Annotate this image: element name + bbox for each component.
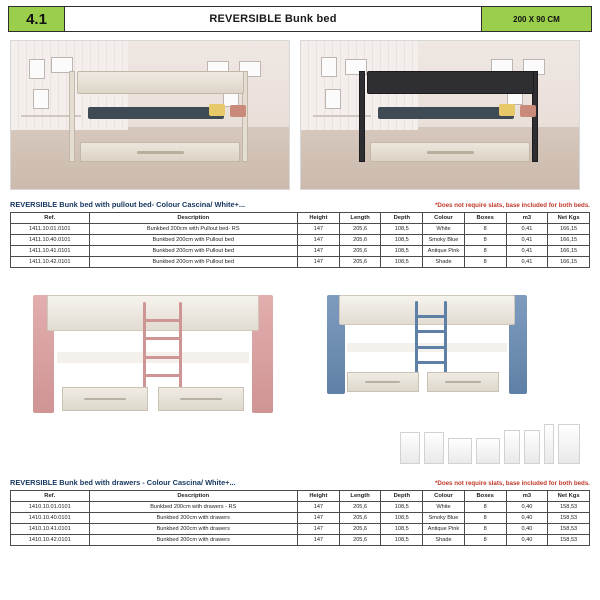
cell-description: Bunkbed 200cm with drawers - RS — [89, 502, 298, 513]
ladder — [143, 302, 181, 394]
cell-colour: Smoky Blue — [423, 513, 465, 524]
table-row — [11, 257, 590, 268]
cell-net-kgs: 158,53 — [548, 535, 590, 546]
cell-m3: 0,41 — [506, 224, 548, 235]
cell-depth: 108,5 — [381, 257, 423, 268]
bunk-bed-render — [33, 295, 273, 413]
cell-colour: White — [423, 502, 465, 513]
col-description: Description — [89, 213, 298, 224]
spec-table-drawers — [10, 490, 590, 546]
cell-description: Bunkbed 200cm with Pullout bed — [89, 257, 298, 268]
swatch-panel-4 — [476, 438, 500, 464]
cell-colour: Shade — [423, 535, 465, 546]
cell-depth: 108,5 — [381, 246, 423, 257]
swatch-panel-3 — [448, 438, 472, 464]
swatch-panel-5 — [504, 430, 520, 464]
cell-boxes: 8 — [464, 513, 506, 524]
cell-ref: 1410.10.01.0101 — [11, 502, 90, 513]
mattress — [88, 107, 224, 119]
bunk-bed-illustration — [61, 71, 256, 163]
table-row — [11, 224, 590, 235]
cell-net-kgs: 166,15 — [548, 257, 590, 268]
swatch-panel-1 — [400, 432, 420, 464]
cell-description: Bunkbed 200cm with Pullout bed- RS — [89, 224, 298, 235]
cell-ref: 1410.10.40.0101 — [11, 513, 90, 524]
col-m3: m3 — [506, 491, 548, 502]
cell-depth: 108,5 — [381, 235, 423, 246]
ladder-rung — [415, 361, 447, 364]
page-title: REVERSIBLE Bunk bed — [209, 13, 337, 25]
cell-ref: 1410.10.42.0101 — [11, 535, 90, 546]
cell-m3: 0,40 — [506, 524, 548, 535]
ladder-rung — [143, 337, 181, 340]
table-row — [11, 535, 590, 546]
pullout-bed-drawer — [370, 142, 530, 162]
cell-height: 147 — [298, 524, 340, 535]
ladder-rung — [143, 356, 181, 359]
ladder-rail — [415, 301, 418, 378]
col-height: Height — [298, 213, 340, 224]
ladder-rail — [179, 302, 182, 394]
section1-caption: REVERSIBLE Bunk bed with pullout bed- Colour Cascina/ White+... — [10, 200, 246, 209]
col-colour: Colour — [423, 491, 465, 502]
col-length: Length — [339, 213, 381, 224]
section1-note: *Does not require slats, base included for both beds. — [434, 202, 590, 209]
pillow — [499, 104, 515, 116]
ladder-rung — [415, 315, 447, 318]
col-m3: m3 — [506, 213, 548, 224]
top-bunk — [77, 71, 244, 95]
pillow — [230, 105, 246, 117]
cell-height: 147 — [298, 235, 340, 246]
storage-drawer — [158, 387, 244, 411]
cell-net-kgs: 158,53 — [548, 524, 590, 535]
cell-length: 205,6 — [339, 246, 381, 257]
cell-boxes: 8 — [464, 224, 506, 235]
cell-boxes: 8 — [464, 502, 506, 513]
cell-colour: Shade — [423, 257, 465, 268]
cell-description: Bunkbed 200cm with drawers — [89, 513, 298, 524]
bed-post-left — [359, 71, 365, 163]
ladder-rung — [143, 374, 181, 377]
section2-caption-row — [10, 478, 590, 487]
swatch-panel-8 — [558, 424, 580, 464]
cell-colour: White — [423, 224, 465, 235]
cell-description: Bunkbed 200cm with Pullout bed — [89, 235, 298, 246]
cell-depth: 108,5 — [381, 535, 423, 546]
col-ref: Ref. — [11, 213, 90, 224]
render-bunk-bed-antique-pink — [10, 280, 296, 470]
cell-length: 205,6 — [339, 235, 381, 246]
cell-description: Bunkbed 200cm with drawers — [89, 524, 298, 535]
cell-depth: 108,5 — [381, 224, 423, 235]
table-header-row — [11, 213, 590, 224]
picture-frame-icon — [33, 89, 49, 109]
cell-m3: 0,41 — [506, 246, 548, 257]
cell-net-kgs: 166,15 — [548, 246, 590, 257]
cell-length: 205,6 — [339, 524, 381, 535]
cell-depth: 108,5 — [381, 524, 423, 535]
cell-description: Bunkbed 200cm with Pullout bed — [89, 246, 298, 257]
cell-length: 205,6 — [339, 224, 381, 235]
section1-caption-row — [10, 200, 590, 209]
photo-white-bunk-bed — [10, 40, 290, 190]
storage-drawer — [62, 387, 148, 411]
cell-height: 147 — [298, 257, 340, 268]
cell-ref: 1411.10.41.0101 — [11, 246, 90, 257]
picture-frame-icon — [29, 59, 45, 79]
cell-net-kgs: 158,53 — [548, 513, 590, 524]
cell-colour: Antique Pink — [423, 246, 465, 257]
cell-description: Bunkbed 200cm with drawers — [89, 535, 298, 546]
ladder-rung — [415, 346, 447, 349]
storage-drawer — [427, 372, 499, 392]
col-ref: Ref. — [11, 491, 90, 502]
cell-length: 205,6 — [339, 513, 381, 524]
ladder-rail — [143, 302, 146, 394]
cell-m3: 0,40 — [506, 535, 548, 546]
cell-boxes: 8 — [464, 257, 506, 268]
cell-boxes: 8 — [464, 524, 506, 535]
panel-swatch-strip — [400, 424, 580, 464]
section2-caption: REVERSIBLE Bunk bed with drawers - Colour Cascina/ White+... — [10, 478, 236, 487]
cell-depth: 108,5 — [381, 513, 423, 524]
ladder — [415, 301, 447, 378]
cell-ref: 1410.10.41.0101 — [11, 524, 90, 535]
top-bunk — [367, 71, 534, 95]
render-bunk-bed-smoky-blue — [304, 280, 590, 470]
ladder-rung — [143, 319, 181, 322]
col-net-kgs: Net Kgs — [548, 213, 590, 224]
pullout-bed-drawer — [80, 142, 240, 162]
ladder-rail — [444, 301, 447, 378]
bed-post-left — [69, 71, 75, 163]
col-depth: Depth — [381, 213, 423, 224]
photo-row — [10, 40, 590, 190]
cell-boxes: 8 — [464, 235, 506, 246]
table-row — [11, 513, 590, 524]
cell-boxes: 8 — [464, 246, 506, 257]
cell-m3: 0,40 — [506, 513, 548, 524]
cell-ref: 1411.10.42.0101 — [11, 257, 90, 268]
cell-boxes: 8 — [464, 535, 506, 546]
picture-frame-icon — [325, 89, 341, 109]
cell-m3: 0,40 — [506, 502, 548, 513]
section-number: 4.1 — [9, 7, 65, 31]
col-boxes: Boxes — [464, 213, 506, 224]
page-header — [8, 6, 592, 32]
swatch-panel-7 — [544, 424, 554, 464]
cell-depth: 108,5 — [381, 502, 423, 513]
mattress — [378, 107, 514, 119]
photo-black-bunk-bed — [300, 40, 580, 190]
cell-m3: 0,41 — [506, 257, 548, 268]
cell-colour: Antique Pink — [423, 524, 465, 535]
cell-height: 147 — [298, 502, 340, 513]
cell-length: 205,6 — [339, 502, 381, 513]
table-row — [11, 502, 590, 513]
col-height: Height — [298, 491, 340, 502]
col-depth: Depth — [381, 491, 423, 502]
col-boxes: Boxes — [464, 491, 506, 502]
table-row — [11, 235, 590, 246]
product-size-label: 200 X 90 CM — [481, 7, 591, 31]
cell-length: 205,6 — [339, 535, 381, 546]
pillow — [520, 105, 536, 117]
col-length: Length — [339, 491, 381, 502]
col-colour: Colour — [423, 213, 465, 224]
cell-m3: 0,41 — [506, 235, 548, 246]
render-row — [10, 280, 590, 470]
cell-height: 147 — [298, 513, 340, 524]
spec-table-pullout — [10, 212, 590, 268]
swatch-panel-2 — [424, 432, 444, 464]
bunk-bed-render — [327, 295, 527, 394]
cell-ref: 1411.10.40.0101 — [11, 235, 90, 246]
cell-net-kgs: 166,15 — [548, 224, 590, 235]
ladder-rung — [415, 330, 447, 333]
pillow — [209, 104, 225, 116]
col-net-kgs: Net Kgs — [548, 491, 590, 502]
cell-net-kgs: 166,15 — [548, 235, 590, 246]
cell-height: 147 — [298, 535, 340, 546]
cell-net-kgs: 158,53 — [548, 502, 590, 513]
cell-height: 147 — [298, 224, 340, 235]
cell-length: 205,6 — [339, 257, 381, 268]
col-description: Description — [89, 491, 298, 502]
cell-ref: 1411.10.01.0101 — [11, 224, 90, 235]
storage-drawer — [347, 372, 419, 392]
swatch-panel-6 — [524, 430, 540, 464]
cell-colour: Smoky Blue — [423, 235, 465, 246]
table-header-row — [11, 491, 590, 502]
cell-height: 147 — [298, 246, 340, 257]
picture-frame-icon — [321, 57, 337, 77]
bunk-bed-illustration — [351, 71, 546, 163]
section2-note: *Does not require slats, base included for both beds. — [434, 480, 590, 487]
table-row — [11, 246, 590, 257]
table-row — [11, 524, 590, 535]
